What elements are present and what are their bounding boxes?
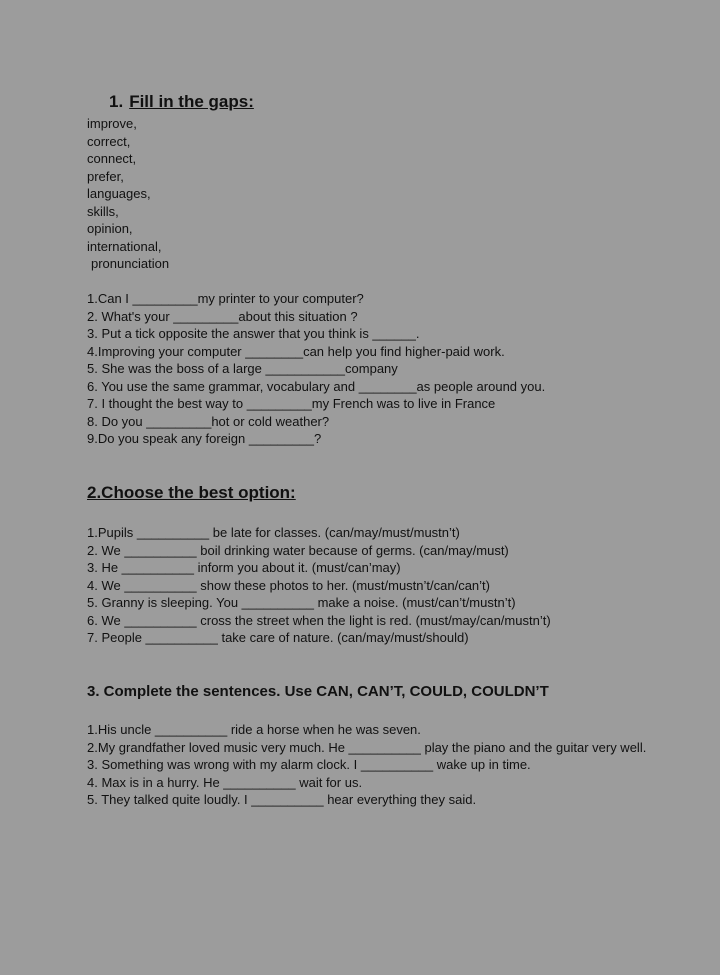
complete-sentence: 1.His uncle __________ ride a horse when he was seven. — [87, 722, 421, 737]
section1-heading — [109, 92, 254, 112]
option-sentence: 3. He __________ inform you about it. (must/can’may) — [87, 560, 401, 575]
section1-number: 1. — [109, 92, 124, 111]
word-bank-item: connect, — [87, 151, 137, 166]
word-bank-item: skills, — [87, 203, 119, 219]
complete-sentence: 5. They talked quite loudly. I __________ hear everything they said. — [87, 792, 477, 807]
option-sentence: 2. We __________ boil drinking water because of germs. (can/may/must) — [87, 542, 509, 558]
word-bank — [87, 115, 169, 273]
section2-title: 2.Choose the best option: — [87, 483, 296, 502]
complete-sentence: 2.My grandfather loved music very much. He __________ play the piano and the guitar very well. — [87, 739, 647, 755]
option-sentence: 6. We __________ cross the street when the light is red. (must/may/can/mustn’t) — [87, 612, 551, 628]
gap-sentence: 2. What's your _________about this situation ? — [87, 308, 358, 324]
section3-sentences — [87, 721, 647, 809]
word-bank-item: correct, — [87, 133, 131, 149]
gap-sentence: 9.Do you speak any foreign _________? — [87, 431, 322, 446]
gap-sentence: 6. You use the same grammar, vocabulary and ________as people around you. — [87, 378, 546, 394]
option-sentence: 1.Pupils __________ be late for classes. (can/may/must/mustn’t) — [87, 525, 460, 540]
gap-sentence: 5. She was the boss of a large ___________company — [87, 361, 398, 376]
section1-title: Fill in the gaps: — [129, 92, 254, 111]
section2-sentences — [87, 524, 551, 647]
option-sentence: 7. People __________ take care of nature. (can/may/must/should) — [87, 630, 469, 645]
gap-sentence: 1.Can I _________my printer to your computer? — [87, 291, 364, 306]
complete-sentence: 3. Something was wrong with my alarm clock. I __________ wake up in time. — [87, 757, 531, 772]
section3-title: 3. Complete the sentences. Use CAN, CAN’T, COULD, COULDN’T — [87, 683, 549, 700]
option-sentence: 4. We __________ show these photos to her. (must/mustn’t/can/can’t) — [87, 577, 490, 593]
gap-sentence: 3. Put a tick opposite the answer that you think is ______. — [87, 326, 420, 341]
word-bank-item: pronunciation — [91, 256, 170, 271]
section1-sentences — [87, 290, 545, 448]
word-bank-item: improve, — [87, 116, 137, 131]
gap-sentence: 4.Improving your computer ________can help you find higher-paid work. — [87, 343, 505, 359]
complete-sentence: 4. Max is in a hurry. He __________ wait for us. — [87, 774, 363, 790]
gap-sentence: 7. I thought the best way to _________my French was to live in France — [87, 396, 496, 411]
option-sentence: 5. Granny is sleeping. You __________ make a noise. (must/can’t/mustn’t) — [87, 595, 516, 610]
gap-sentence: 8. Do you _________hot or cold weather? — [87, 413, 330, 429]
word-bank-item: international, — [87, 238, 162, 254]
word-bank-item: languages, — [87, 186, 151, 201]
word-bank-item: opinion, — [87, 221, 133, 236]
word-bank-item: prefer, — [87, 168, 124, 184]
